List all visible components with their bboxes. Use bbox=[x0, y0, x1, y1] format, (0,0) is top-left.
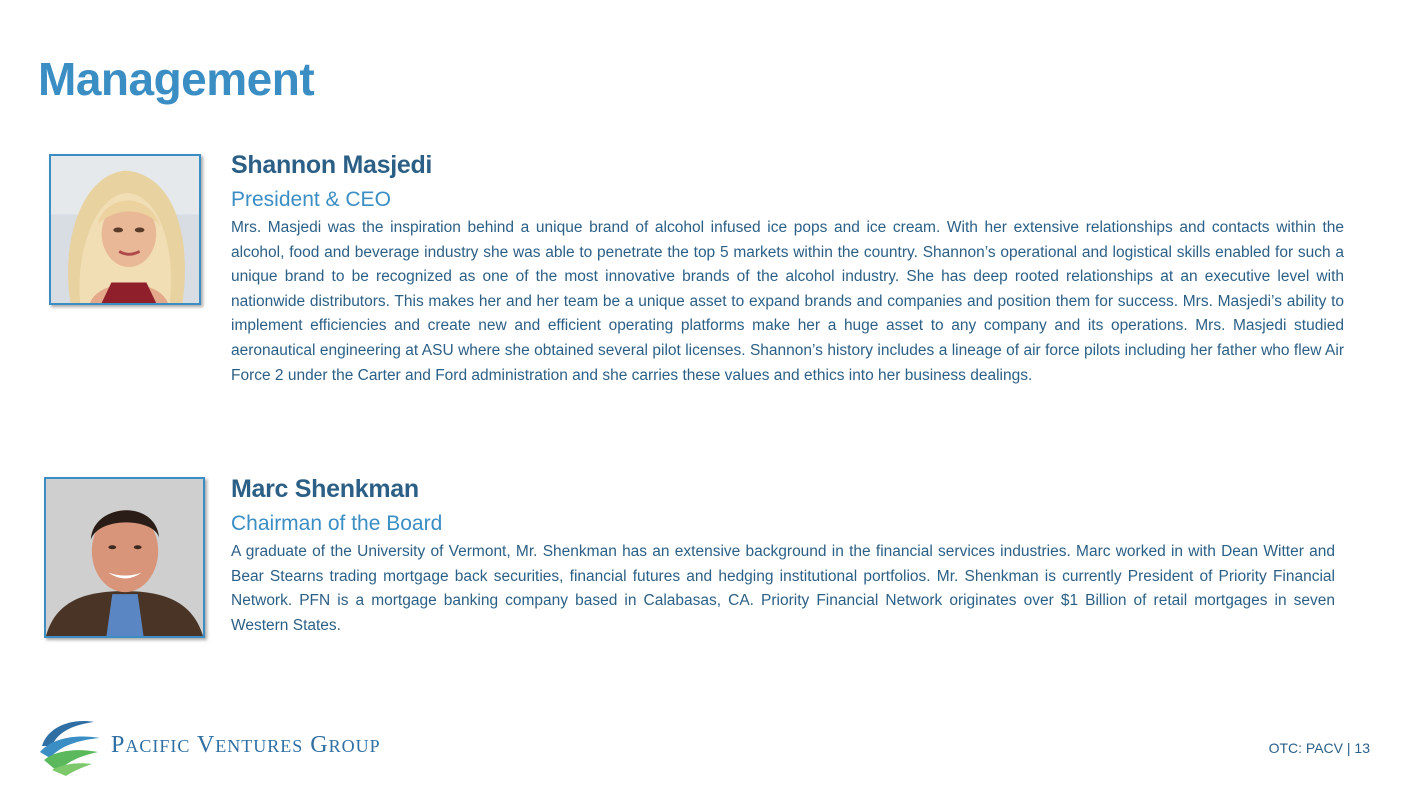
person-name: Shannon Masjedi bbox=[231, 151, 433, 179]
person-name: Marc Shenkman bbox=[231, 475, 419, 503]
shannon-masjedi-photo bbox=[49, 154, 201, 305]
person-role: President & CEO bbox=[231, 188, 391, 211]
marc-shenkman-photo bbox=[44, 477, 205, 638]
brand-name: PACIFIC VENTURES GROUP bbox=[111, 732, 381, 758]
person-bio: Mrs. Masjedi was the inspiration behind a unique brand of alcohol infused ice pops and ice cream. With her extensive relationships and contacts within the alcohol, food and beverage industry she was able to penetrate the top 5 markets within the country. Shannon’s operational and logistical skills enabled for such a unique brand to be recognized as one of the most innovative brands of the alcohol industry. She has deep rooted relationships at an executive level with nationwide distributors. This makes her and her team be a unique asset to expand brands and companies and position them for success. Mrs. Masjedi’s ability to implement efficiencies and create new and efficient operating platforms make her a huge asset to any company and its operations. Mrs. Masjedi studied aeronautical engineering at ASU where she obtained several pilot licenses. Shannon’s history includes a lineage of air force pilots including her father who flew Air Force 2 under the Carter and Ford administration and she carries these values and ethics into her business dealings. bbox=[231, 219, 1344, 384]
page-number-label: OTC: PACV | 13 bbox=[1268, 740, 1370, 756]
person-role: Chairman of the Board bbox=[231, 512, 443, 535]
pacific-ventures-logo-icon bbox=[38, 716, 102, 776]
person-bio: A graduate of the University of Vermont, Mr. Shenkman has an extensive background in the financial services industries. Marc worked in with Dean Witter and Bear Stearns trading mortgage back securities, financial futures and hedging institutional portfolios. Mr. Shenkman is currently President of Priority Financial Network. PFN is a mortgage banking company based in Calabasas, CA. Priority Financial Network originates over $1 Billion of retail mortgages in seven Western States. bbox=[231, 543, 1335, 634]
page-title: Management bbox=[38, 53, 315, 105]
